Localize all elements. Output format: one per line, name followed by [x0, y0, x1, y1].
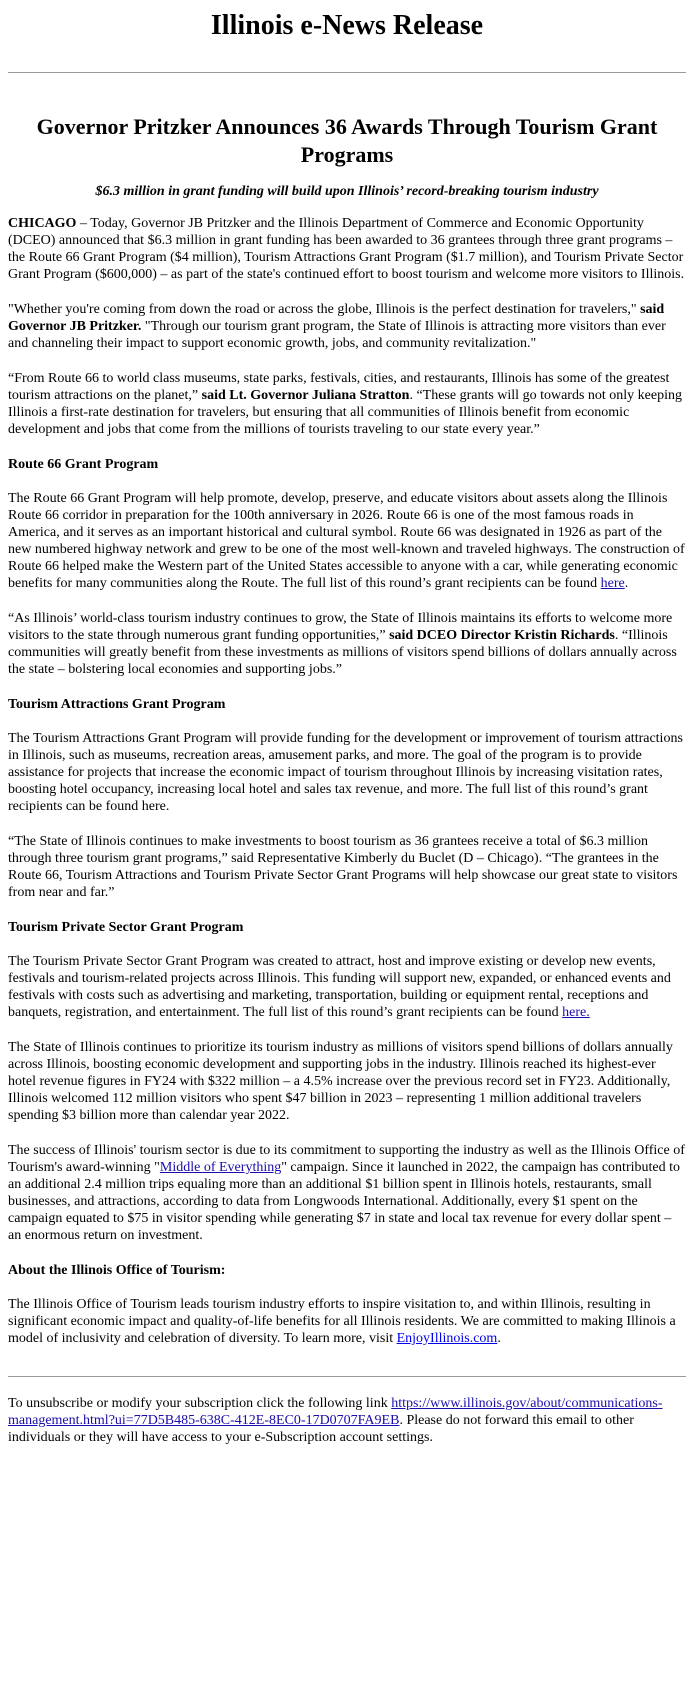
- quote-representative: “The State of Illinois continues to make investments to boost tourism as 36 grantees receive a total of $6.3 million through three tourism grant programs,” said Representative Kimberly du Buclet (D – Chicago). “The grantees in the Route 66, Tourism Attractions and Tourism Private Sector Grant Programs will help showcase our great state to visitors from near and far.”: [8, 834, 678, 900]
- masthead-title: Illinois e-News Release: [210, 10, 484, 41]
- attractions-paragraph: The Tourism Attractions Grant Program will provide funding for the development or improvement of tourism attractions in Illinois, such as museums, recreation areas, amusement parks, and more. The goal of the program is to provide assistance for projects that increase the economic impact of tourism throughout Illinois by increasing visitation rates, boosting hotel occupancy, increasing local hotel and sales tax revenue, and more. The full list of this round’s grant recipients can be found here.: [8, 731, 683, 814]
- private-sector-heading: Tourism Private Sector Grant Program: [8, 920, 244, 935]
- about-end: .: [497, 1331, 501, 1346]
- quote-lt-governor-text-2: . “These grants will go towards not only keeping Illinois a first-rate destination for travelers, but ensuring that all communities of Illinois benefit from economic development and jobs that come from the millions of tourists traveling to our state every year.”: [8, 388, 682, 437]
- unsubscribe-paragraph: [8, 1395, 686, 1446]
- quote-dceo-text-1: “As Illinois’ world-class tourism industry continues to grow, the State of Illinois maintains its efforts to welcome more visitors to the state through numerous grant funding opportunities,”: [8, 611, 673, 643]
- quote-lt-governor-speaker: said Lt. Governor Juliana Stratton: [201, 388, 410, 403]
- private-sector-text: The Tourism Private Sector Grant Program was created to attract, host and improve existing or develop new events, festivals and tourism-related projects across Illinois. This funding will support new, expanded, or enhanced events and festivals with costs such as advertising and marketing, transportation, building or equipment rental, receptions and banquets, registration, and entertainment. The full list of this round’s grant recipients can be found: [8, 954, 671, 1020]
- unsubscribe-text: To unsubscribe or modify your subscription click the following link: [8, 1396, 392, 1411]
- about-text: The Illinois Office of Tourism leads tourism industry efforts to inspire visitation to, and within Illinois, resulting in significant economic impact and quality-of-life benefits for all Illinois residents. We are committed to making Illinois a model of inclusivity and celebration of diversity. To learn more, visit: [8, 1297, 676, 1346]
- enjoy-illinois-link[interactable]: EnjoyIllinois.com: [396, 1331, 498, 1346]
- private-sector-recipients-link[interactable]: here.: [562, 1005, 590, 1020]
- headline: Governor Pritzker Announces 36 Awards Through Tourism Grant Programs: [36, 114, 658, 167]
- route66-end: .: [624, 576, 629, 591]
- unsubscribe-link[interactable]: https://www.illinois.gov/about/communications-management.html?ui=77D5B485-638C-412E-8EC0-17D0707FA9EB: [8, 1396, 663, 1428]
- email-body: [0, 8, 694, 1446]
- stats-paragraph: The State of Illinois continues to prioritize its tourism industry as millions of visitors spend billions of dollars annually across Illinois, boosting economic development and supporting jobs in the industry. Illinois reached its highest-ever hotel revenue figures in FY24 with $322 million – a 4.5% increase over the previous record set in FY23. Additionally, Illinois welcomed 112 million visitors who spent $47 billion in 2023 – representing 1 million additional travelers spending $3 billion more than calendar year 2022.: [8, 1040, 673, 1123]
- header-divider: [8, 72, 686, 73]
- intro-paragraph: [8, 215, 686, 283]
- success-text-1: The success of Illinois' tourism sector is due to its commitment to supporting the industry as well as the Illinois Office of Tourism's award-winning ": [8, 1143, 685, 1175]
- quote-lt-governor: [8, 370, 686, 438]
- intro-text: – Today, Governor JB Pritzker and the Illinois Department of Commerce and Economic Opportunity (DCEO) announced that $6.3 million in grant funding has been awarded to 36 grantees through three grant programs – the Route 66 Grant Program ($4 million), Tourism Attractions Grant Program ($1.7 million), and Tourism Private Sector Grant Program ($600,000) – as part of the state's continued effort to boost tourism and welcome more visitors to Illinois.: [8, 216, 685, 282]
- unsubscribe-notice: . Please do not forward this email to other individuals or they will have access to your e-Subscription account settings.: [8, 1413, 634, 1445]
- about-paragraph: [8, 1296, 686, 1347]
- quote-governor: [8, 301, 686, 352]
- quote-dceo-speaker: said DCEO Director Kristin Richards: [389, 628, 615, 643]
- quote-governor-text-2: "Through our tourism grant program, the State of Illinois is attracting more visitors than ever and channeling their impact to support economic growth, jobs, and community revitalization.": [8, 319, 666, 351]
- subheadline: $6.3 million in grant funding will build upon Illinois’ record-breaking tourism industry: [95, 184, 599, 199]
- quote-lt-governor-text-1: “From Route 66 to world class museums, state parks, festivals, cities, and restaurants, Illinois has some of the greatest tourism attractions on the planet,”: [8, 371, 670, 403]
- footer-divider: [8, 1376, 686, 1377]
- success-paragraph: [8, 1142, 686, 1244]
- quote-governor-speaker: said Governor JB Pritzker.: [8, 302, 665, 334]
- about-heading: About the Illinois Office of Tourism:: [8, 1263, 226, 1278]
- success-text-2: " campaign. Since it launched in 2022, the campaign has contributed to an additional 2.4 million trips equaling more than an additional $1 billion spent in Illinois hotels, restaurants, small businesses, and attractions, according to data from Longwoods International. Additionally, every $1 spent on the campaign equated to $75 in visitor spending while generating $7 in state and local tax revenue for every dollar spent – an enormous return on investment.: [8, 1160, 680, 1243]
- route66-recipients-link[interactable]: here: [600, 576, 625, 591]
- route66-text: The Route 66 Grant Program will help promote, develop, preserve, and educate visitors about assets along the Illinois Route 66 corridor in preparation for the 100th anniversary in 2026. Route 66 is one of the most famous roads in America, and it serves as an important historical and cultural symbol. Route 66 was designated in 1926 as part of the new numbered highway network and grew to be one of the most well-known and traveled highways. The construction of Route 66 helped make the Western part of the United States accessible to anyone with a car, while generating economic benefits for many communities along the Route. The full list of this round’s grant recipients can be found: [8, 491, 685, 591]
- middle-of-everything-link[interactable]: Middle of Everything: [159, 1160, 282, 1175]
- quote-governor-text-1: "Whether you're coming from down the road or across the globe, Illinois is the perfect destination for travelers,": [8, 302, 641, 317]
- footer: [8, 1395, 686, 1446]
- route66-heading: Route 66 Grant Program: [8, 457, 159, 472]
- attractions-heading: Tourism Attractions Grant Program: [8, 697, 226, 712]
- quote-dceo-text-2: . “Illinois communities will greatly benefit from these investments as millions of visitors spend billions of dollars annually across the state – bolstering local economies and supporting jobs.”: [8, 628, 677, 677]
- quote-dceo: [8, 610, 686, 678]
- route66-paragraph: [8, 490, 686, 592]
- private-sector-paragraph: [8, 953, 686, 1021]
- dateline: CHICAGO: [8, 216, 77, 231]
